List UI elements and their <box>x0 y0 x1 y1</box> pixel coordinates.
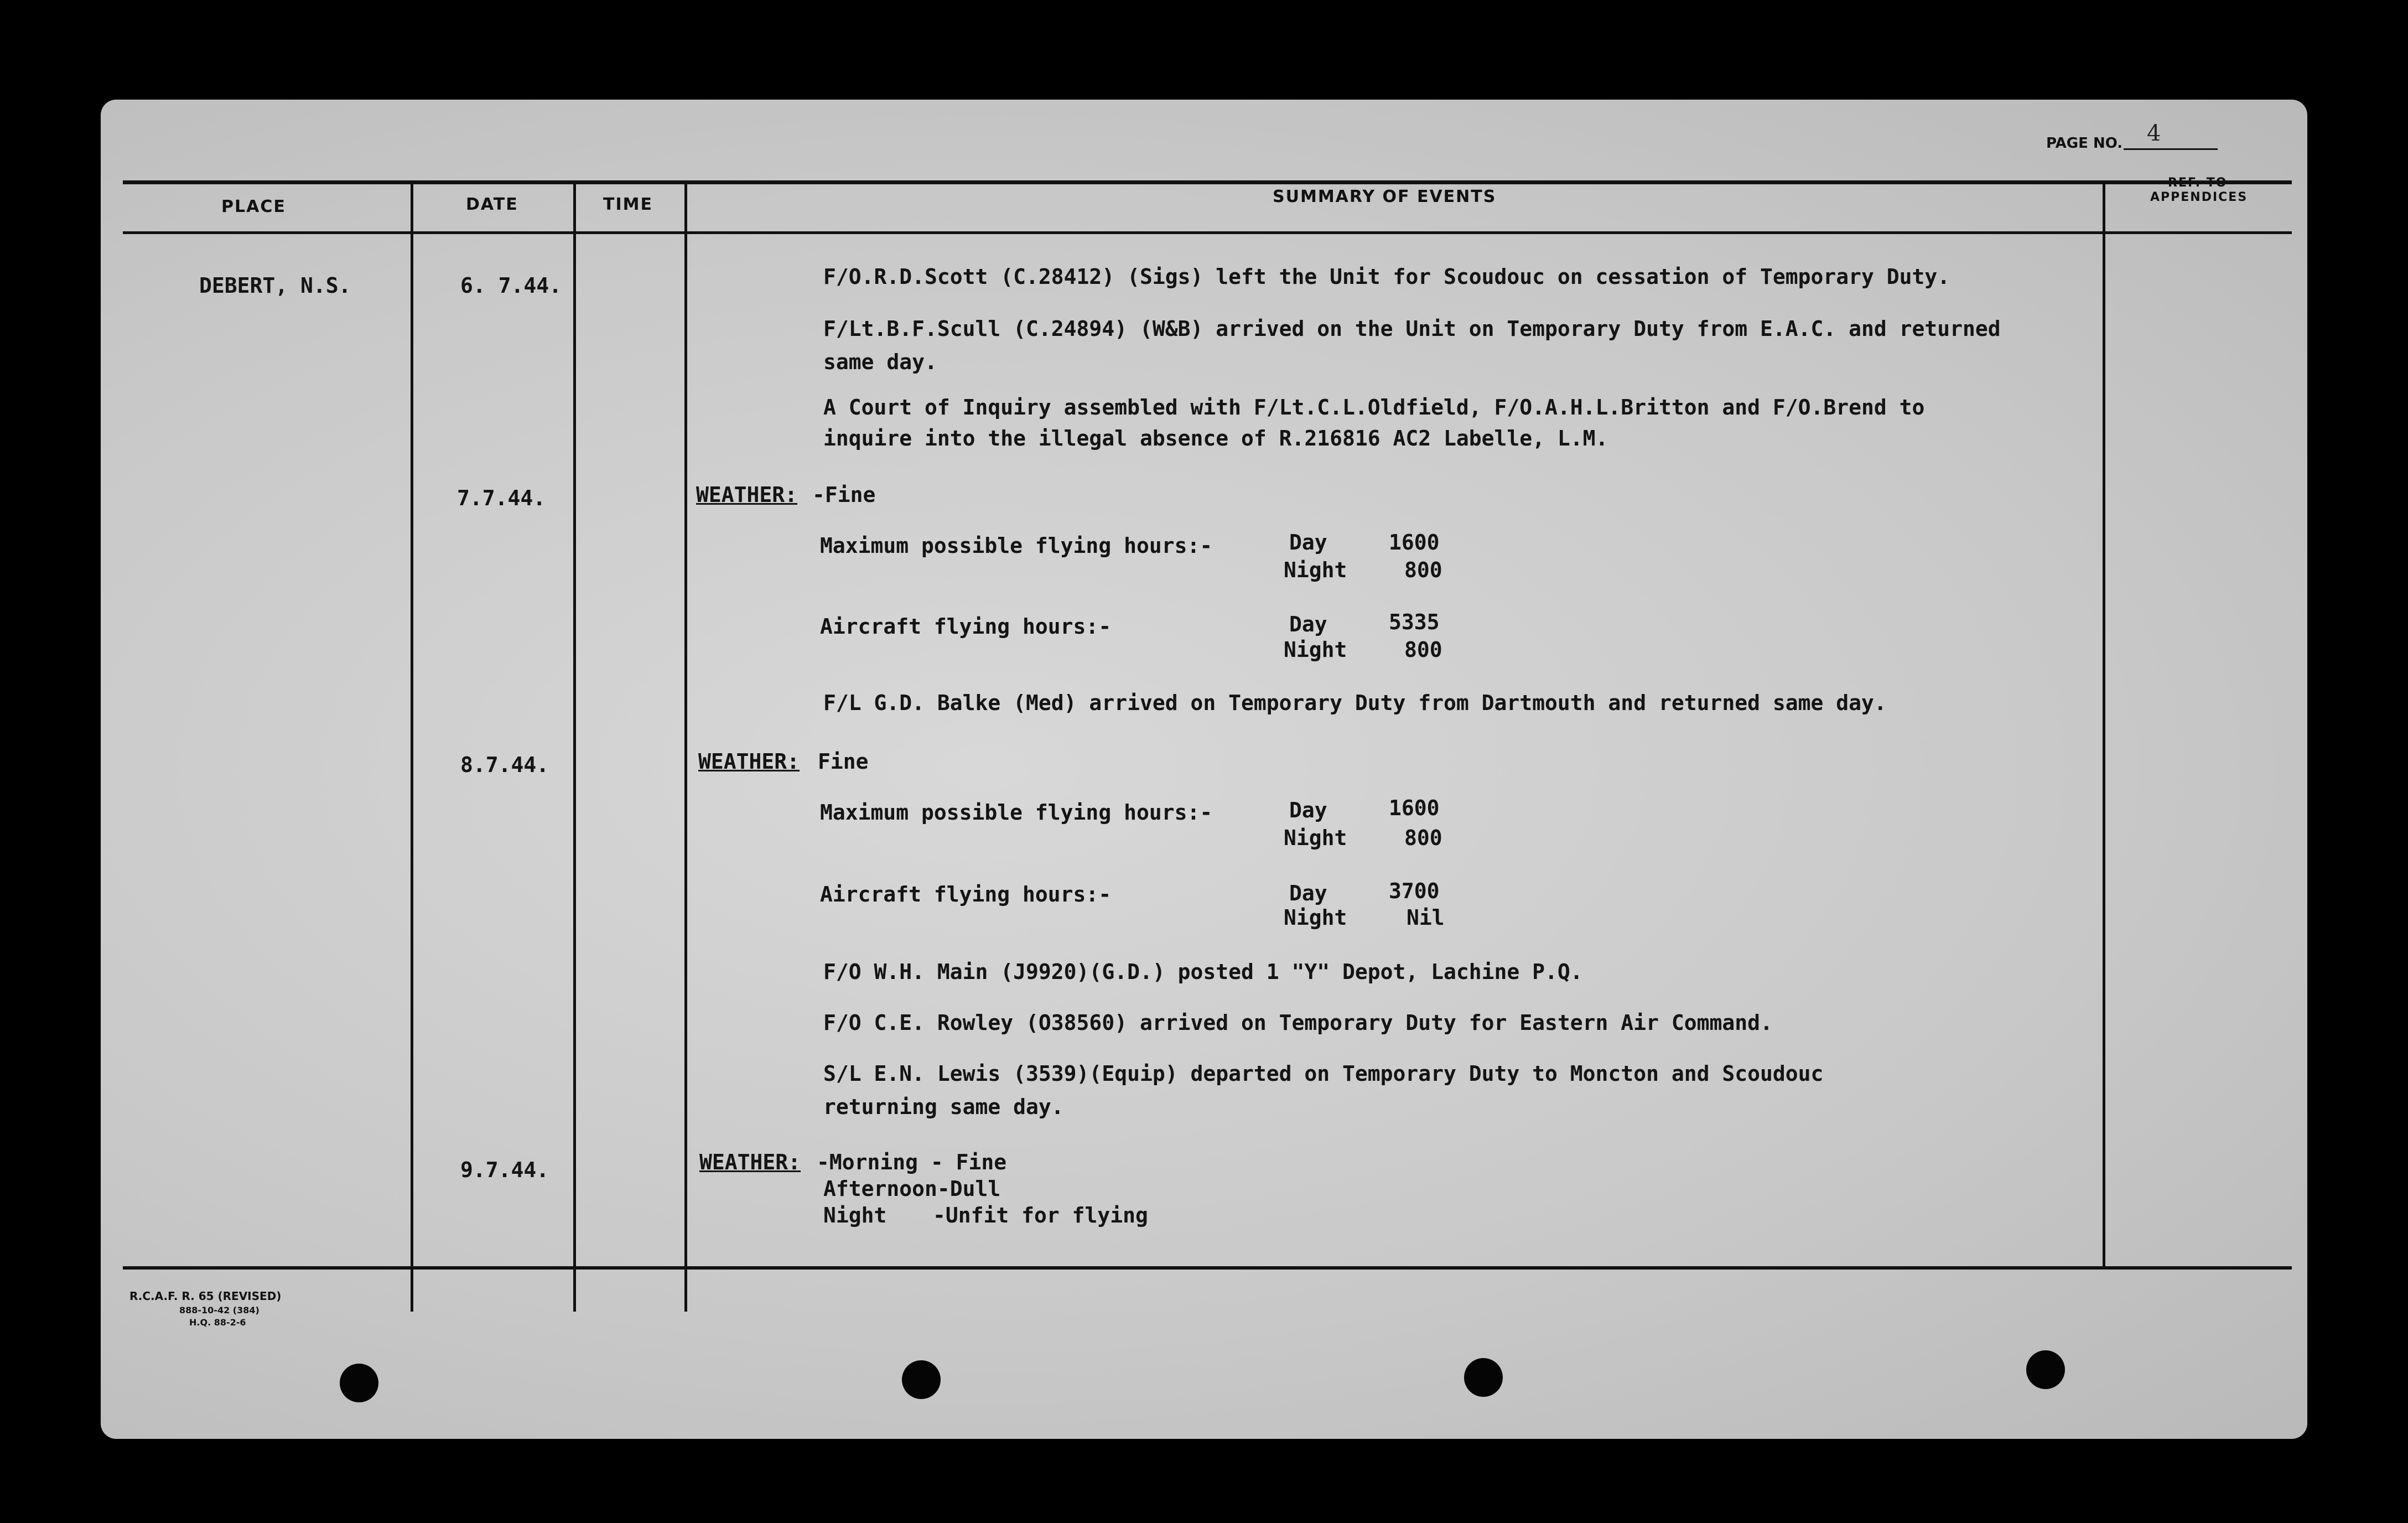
date-entry: 9.7.44. <box>460 1158 549 1182</box>
header-place: PLACE <box>221 197 286 216</box>
max-flying-hours-label: Maximum possible flying hours:- <box>820 533 1213 558</box>
place-entry: DEBERT, N.S. <box>199 273 351 298</box>
weather-night-value: -Unfit for flying <box>933 1203 1148 1227</box>
place-date-divider <box>411 183 413 1312</box>
header-time: TIME <box>603 195 653 214</box>
date-entry: 8.7.44. <box>460 753 549 777</box>
aircraft-flying-hours-label: Aircraft flying hours:- <box>820 882 1112 906</box>
event-entry: F/O C.E. Rowley (O38560) arrived on Temporary Duty for Eastern Air Command. <box>823 1011 1773 1035</box>
header-bottom-rule <box>123 231 2292 234</box>
day-hours-value: 3700 <box>1389 879 1440 903</box>
weather-label: WEATHER: <box>696 483 798 507</box>
day-label: Day <box>1289 612 1327 636</box>
max-flying-hours-label: Maximum possible flying hours:- <box>820 800 1213 825</box>
night-hours-value: 800 <box>1404 826 1442 850</box>
form-id-line1: R.C.A.F. R. 65 (REVISED) <box>129 1289 282 1303</box>
date-entry: 6. 7.44. <box>460 273 562 298</box>
weather-night-label: Night <box>823 1203 887 1227</box>
day-label: Day <box>1289 881 1327 905</box>
header-date: DATE <box>466 195 518 214</box>
day-hours-value: 5335 <box>1389 610 1440 634</box>
time-summary-divider <box>684 183 687 1312</box>
page-number-underline <box>2124 148 2218 150</box>
weather-label: WEATHER: <box>698 749 800 774</box>
night-label: Night <box>1284 826 1347 850</box>
punch-hole <box>1464 1358 1503 1397</box>
day-label: Day <box>1289 798 1327 822</box>
night-hours-value: 800 <box>1404 558 1442 582</box>
header-ref-line2: APPENDICES <box>2150 190 2248 204</box>
event-entry: F/O W.H. Main (J9920)(G.D.) posted 1 "Y" Depot, Lachine P.Q. <box>823 960 1583 984</box>
event-entry: F/O.R.D.Scott (C.28412) (Sigs) left the Unit for Scoudouc on cessation of Temporary Duty. <box>823 265 1950 289</box>
date-time-divider <box>573 183 576 1312</box>
event-entry: F/L G.D. Balke (Med) arrived on Temporary Duty from Dartmouth and returned same day. <box>823 691 1887 715</box>
weather-value: Fine <box>818 749 869 774</box>
weather-morning: -Morning - Fine <box>817 1150 1007 1174</box>
form-id-line2: 888-10-42 (384) <box>179 1305 260 1315</box>
date-entry: 7.7.44. <box>457 486 546 510</box>
punch-hole <box>2026 1350 2065 1389</box>
page-number-label: PAGE NO. <box>2046 135 2123 152</box>
night-hours-value: Nil <box>1407 905 1445 930</box>
weather-label: WEATHER: <box>699 1150 801 1174</box>
event-entry: S/L E.N. Lewis (3539)(Equip) departed on Temporary Duty to Moncton and Scoudouc <box>823 1061 1824 1086</box>
event-entry-continued: inquire into the illegal absence of R.216816 AC2 Labelle, L.M. <box>823 426 1608 450</box>
summary-ref-divider <box>2103 183 2105 1267</box>
aircraft-flying-hours-label: Aircraft flying hours:- <box>820 614 1112 639</box>
weather-value: -Fine <box>812 483 876 507</box>
header-summary: SUMMARY OF EVENTS <box>1273 187 1497 206</box>
event-entry: A Court of Inquiry assembled with F/Lt.C.L.Oldfield, F/O.A.H.L.Britton and F/O.Brend to <box>823 395 1925 419</box>
day-hours-value: 1600 <box>1389 796 1440 820</box>
diary-sheet <box>101 100 2307 1439</box>
form-id-line3: H.Q. 88-2-6 <box>189 1317 246 1328</box>
page-number-value: 4 <box>2147 121 2161 146</box>
event-entry-continued: same day. <box>823 350 937 374</box>
night-label: Night <box>1284 905 1347 930</box>
event-entry: F/Lt.B.F.Scull (C.24894) (W&B) arrived on the Unit on Temporary Duty from E.A.C. and returned <box>823 317 2001 341</box>
punch-hole <box>340 1364 378 1402</box>
night-hours-value: 800 <box>1404 638 1442 662</box>
night-label: Night <box>1284 638 1347 662</box>
punch-hole <box>902 1360 941 1399</box>
header-ref-line1: REF. TO <box>2168 176 2228 190</box>
table-bottom-rule <box>123 1266 2292 1270</box>
day-hours-value: 1600 <box>1389 530 1440 555</box>
event-entry-continued: returning same day. <box>823 1095 1064 1119</box>
weather-afternoon: Afternoon-Dull <box>823 1177 1001 1201</box>
day-label: Day <box>1289 530 1327 555</box>
table-top-rule <box>123 180 2292 184</box>
night-label: Night <box>1284 558 1347 582</box>
